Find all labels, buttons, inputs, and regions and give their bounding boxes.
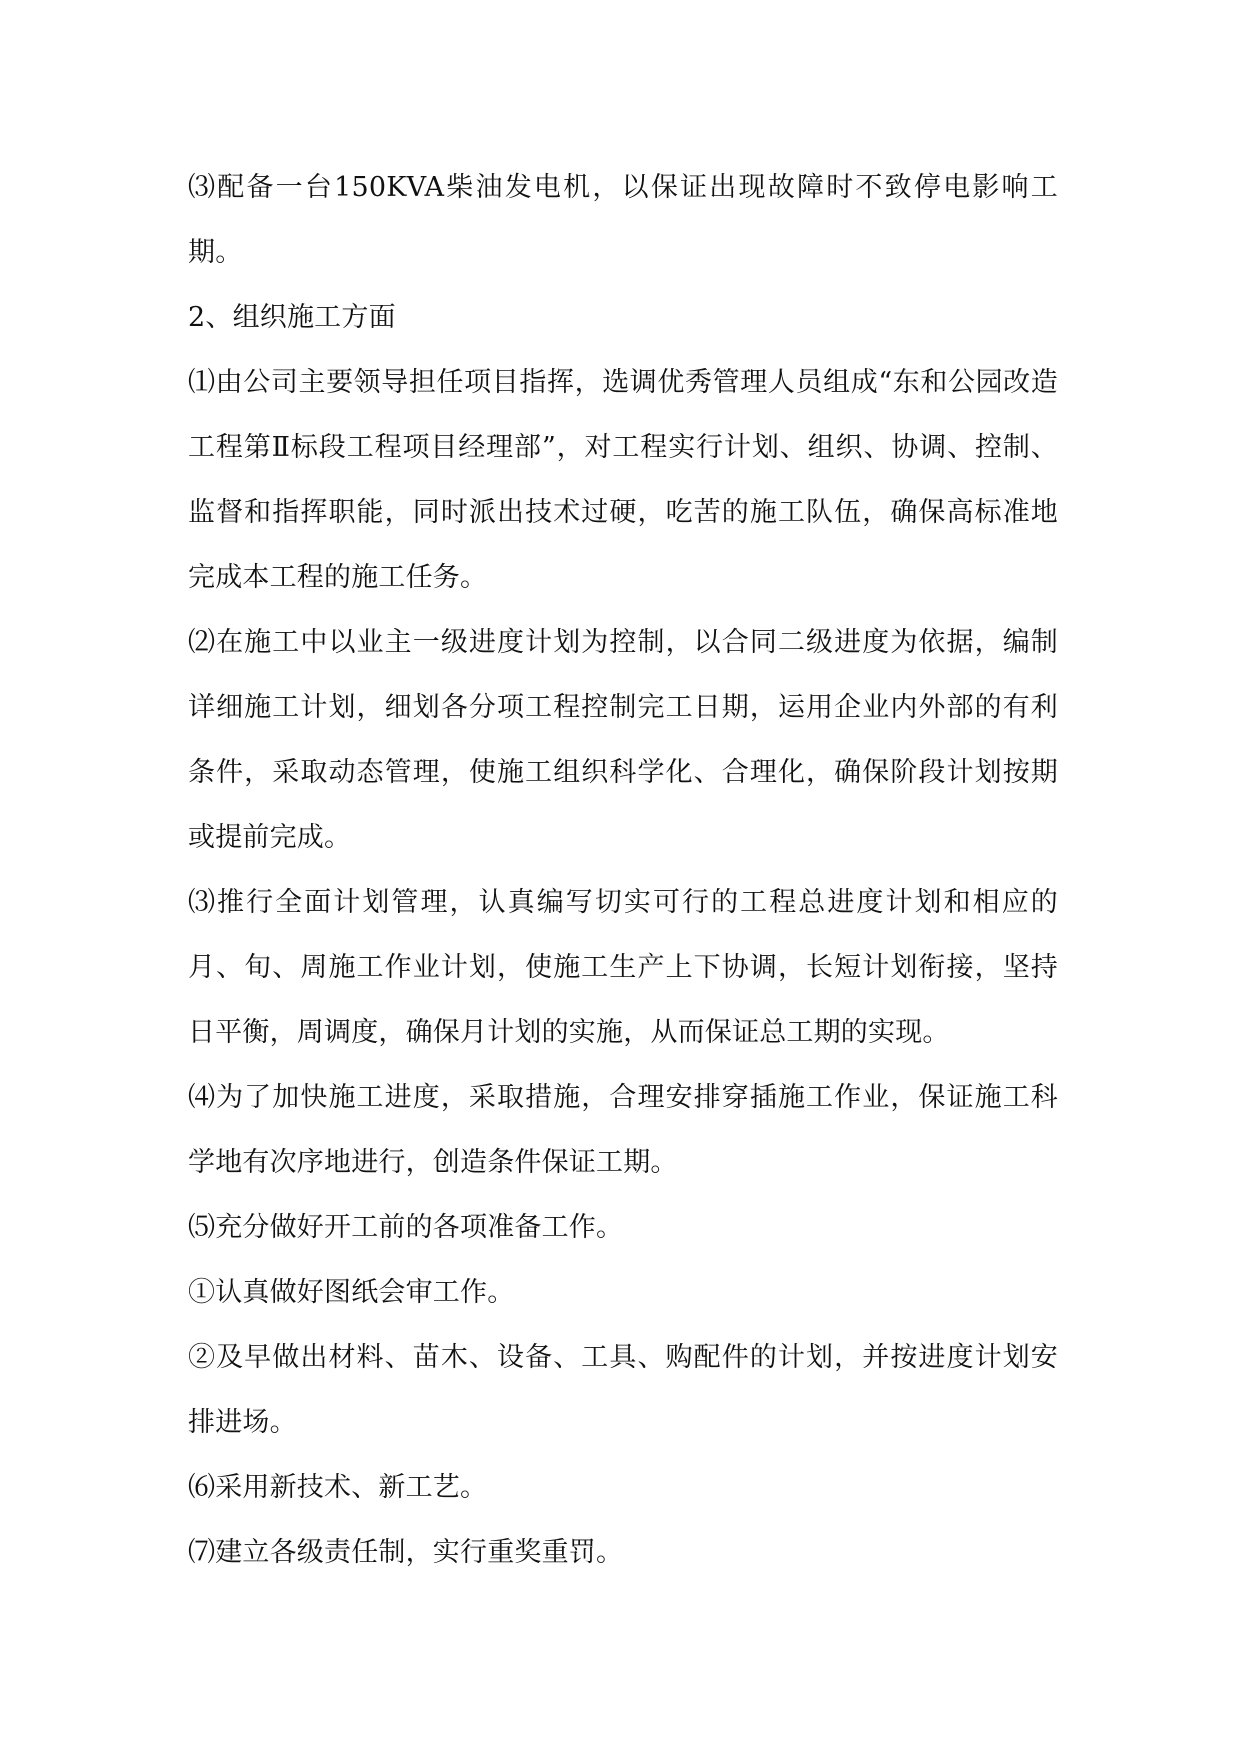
paragraph-responsibility-system: ⑺建立各级责任制，实行重奖重罚。	[188, 1537, 624, 1568]
paragraph-plan-management: ⑶推行全面计划管理，认真编写切实可行的工程总进度计划和相应的月、旬、周施工作业计划，使施工生产上下协调，长短计划衔接，坚持日平衡，周调度，确保月计划的实施，从而保证总工期的实现。	[188, 887, 1058, 1048]
paragraph-project-command: ⑴由公司主要领导担任项目指挥，选调优秀管理人员组成“东和公园改造工程第Ⅱ标段工程项目经理部”，对工程实行计划、组织、协调、控制、监督和指挥职能，同时派出技术过硬，吃苦的施工队伍，确保高标准地完成本工程的施工任务。	[188, 367, 1058, 593]
paragraph-drawing-review: ①认真做好图纸会审工作。	[188, 1277, 515, 1308]
paragraph-preparation: ⑸充分做好开工前的各项准备工作。	[188, 1212, 624, 1243]
paragraph-speed-up-progress: ⑷为了加快施工进度，采取措施，合理安排穿插施工作业，保证施工科学地有次序地进行，创造条件保证工期。	[188, 1082, 1058, 1178]
paragraph-generator: ⑶配备一台150KVA柴油发电机，以保证出现故障时不致停电影响工期。	[188, 172, 1058, 268]
paragraph-new-technology: ⑹采用新技术、新工艺。	[188, 1472, 488, 1503]
document-body	[188, 155, 1058, 1585]
section-heading-construction-organization: 2、组织施工方面	[188, 302, 396, 333]
paragraph-materials-plan: ②及早做出材料、苗木、设备、工具、购配件的计划，并按进度计划安排进场。	[188, 1342, 1058, 1438]
paragraph-schedule-control: ⑵在施工中以业主一级进度计划为控制，以合同二级进度为依据，编制详细施工计划，细划各分项工程控制完工日期，运用企业内外部的有利条件，采取动态管理，使施工组织科学化、合理化，确保阶段计划按期或提前完成。	[188, 627, 1058, 853]
